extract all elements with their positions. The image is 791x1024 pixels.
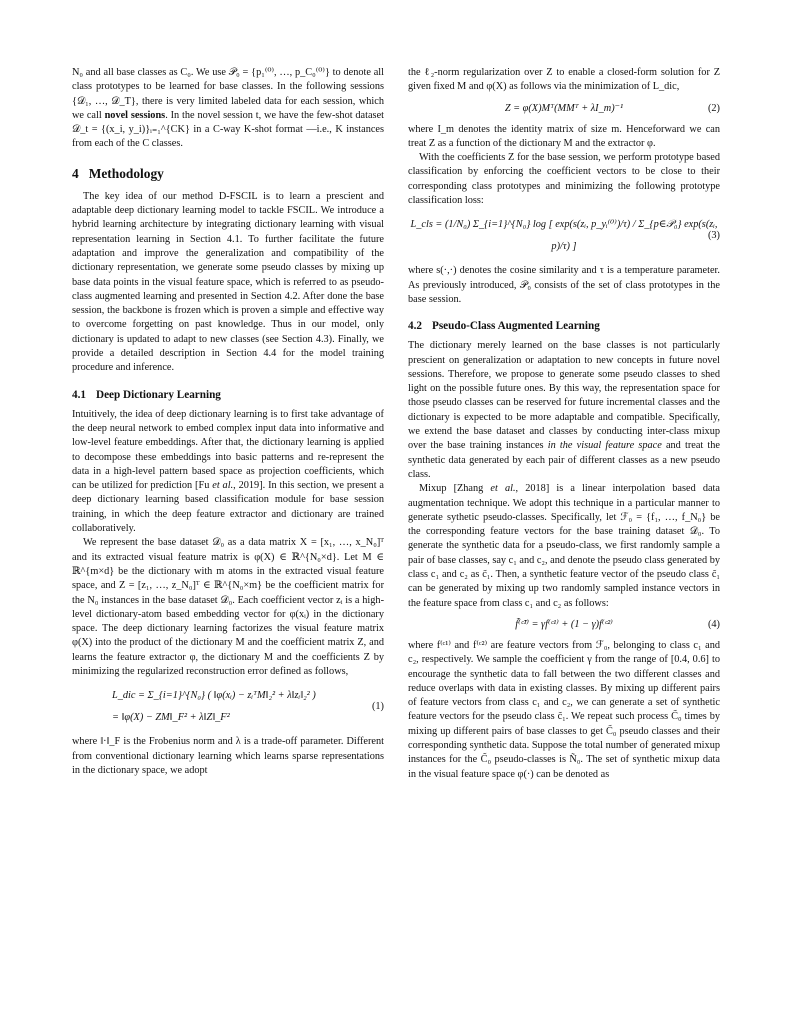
mixup-paragraph: Mixup [Zhang et al., 2018] is a linear interpolation based data augmentation technique. We adopt this technique in a particular manner to generate sythetic pseudo-classes. Specifically, let ℱ₀ = {f₁, …, f_N₀} be the corresponding feature vectors for the base training dataset 𝒟₀. To generate the synthetic data for a pseudo-class, we first randomly sample a pair of base classes, say c₁ and c₂, and denote the pseudo class generated by class c₁ and c₂ as c̃₁. Then, a synthetic feature vector of the pseudo class c̃₁ can be generated by mixing up two randomly sampled instance vectors in the feature space from class c₁ and c₂ as follows: [408,483,720,609]
closed-form-paragraph: the ℓ₂-norm regularization over Z to enable a closed-form solution for Z given fixed M and φ(X) as follows via the minimization of L_dic, [408,67,720,93]
section-4-heading: 4 Methodology [72,165,164,181]
left-column [72,66,384,778]
equation-1-line-1: L_dic = Σ_{i=1}^{N₀} ( ‖φ(xᵢ) − zᵢᵀM‖₂² + λ‖zᵢ‖₂² ) [112,690,316,702]
pseudo-class-paragraph: The dictionary merely learned on the base classes is not particularly prescient on generalization or adaptation to new concepts in future novel sessions. Therefore, we propose to generate some pseudo classes to shed light on the possible future ones. By this way, the representation space for those pseudo classes can be reserved for future incremental classes and the dictionary is expected to be more adaptable and compatible. Specifically, we extend the base dataset and classes by conducting inter-class mixup over the base training instances in the visual feature space and treat the synthetic data generated by each pair of different classes as a new pseudo class. [408,340,720,480]
cosine-similarity-paragraph: where s(·,·) denotes the cosine similarity and τ is a temperature parameter. As previously introduced, 𝒫₀ consists of the set of class prototypes in the base session. [408,265,720,305]
equation-3-number: (3) [707,230,720,242]
prototype-paragraph: With the coefficients Z for the base session, we perform prototype based classification by enforcing the coefficient vectors to be close to their corresponding class prototypes and minimizing the following prototype classification loss: [408,152,720,207]
equation-1-line-2: = ‖φ(X) − ZM‖_F² + λ‖Z‖_F² [112,712,230,724]
methodology-paragraph: The key idea of our method D-FSCIL is to learn a prescient and adaptable deep dictionary learning model to tackle FSCIL. We introduce a hybrid learning architecture by integrating dictionary learning with visual representation learning in Section 4.1. To further facilitate the future adaptation and improve the generalization and compatibility of the dictionary representation, we generate some pseudo classes by mixing up base data points in the visual feature space, which is referred to as pseudo-class augmented learning and presented in Section 4.2. After done the base session, the backbone is frozen which is proven a simple and effective way to overcome forgetting on past knowledge. Thus in our model, only dictionary is updated to adapt to new classes (see Section 4.3). Finally, we provide a detailed description in Section 4.4 for the model training procedure and inference. [72,190,384,374]
equation-2: Z = φ(X)Mᵀ(MMᵀ + λI_m)⁻¹ (2) [408,101,720,117]
identity-matrix-paragraph: where I_m denotes the identity matrix of size m. Henceforward we can treat Z as a function of the dictionary M and the extractor φ. [408,123,720,149]
right-column [408,66,720,782]
novel-sessions-term: novel sessions [104,109,166,121]
deep-dictionary-paragraph: Intuitively, the idea of deep dictionary learning is to first take advantage of the deep neural network to embed complex input data into informative and low-level feature embeddings. After that, the dictionary learning is applied to decompose these embeddings into basic patterns and re-represent the data in a high-level pattern based space as projection coefficients, which can be utilized for prediction [Fu et al., 2019]. In this section, we present a deep dictionary learning based classification module for base session training, in which the deep feature extractor and dictionary are trained collaboratively. [72,408,385,535]
equation-1-number: (1) [371,701,384,713]
synthetic-data-paragraph: where f⁽ᶜ¹⁾ and f⁽ᶜ²⁾ are feature vectors from ℱ₀, belonging to class c₁ and c₂, respectively. We sample the coefficient γ from the range of [0.4, 0.6] to encourage the synthetic data to fall between the two different classes and reduce overlaps with data in existing classes. By mixing up different pairs of feature vectors from class c₁ and c₂, we can generate a set of synthetic feature vectors for the pseudo class c̃₁. We repeat such process C̃₀ times by mixing up different pairs of base classes to get C̃₀ pseudo classes and their corresponding synthetic data. Suppose the total number of generated mixup instances for the C̃₀ pseudo-classes is Ñ₀. The set of synthetic mixup data in the visual feature space φ(·) can be denoted as [408,639,720,780]
frobenius-paragraph: where ‖·‖_F is the Frobenius norm and λ is a trade-off parameter. Different from conventional dictionary learning which learns sparse representations in the dictionary space, we adopt [72,736,384,776]
equation-1 [72,685,384,729]
equation-2-number: (2) [707,102,720,114]
equation-3: L_cls = (1/N₀) Σ_{i=1}^{N₀} log [ exp(s(zᵢ, p_yᵢ⁽⁰⁾)/τ) / Σ_{p∈𝒫₀} exp(s(zᵢ, p)/τ) ] (3) [410,219,720,253]
section-4-1-heading: 4.1 Deep Dictionary Learning [72,388,221,401]
equation-4-number: (4) [707,618,720,630]
representation-paragraph: We represent the base dataset 𝒟₀ as a data matrix X = [x₁, …, x_N₀]ᵀ and its extracted visual feature matrix is φ(X) ∈ ℝ^{N₀×d}. Let M ∈ ℝ^{m×d} be the dictionary with m atoms in the extracted visual feature space, and Z = [z₁, …, z_N₀]ᵀ ∈ ℝ^{N₀×m} be the coefficient matrix for the N₀ instances in the base dataset 𝒟₀. Each coefficient vector zᵢ is a high-level dictionary-atom based embedding vector for φ(xᵢ) in the dictionary space. The deep dictionary learning factorizes the visual feature matrix φ(X) into the product of the dictionary M and the coefficient matrix Z, and learns the feature extractor φ, the dictionary M and the coefficients Z by minimizing the regularized reconstruction error defined as follows, [72,537,384,677]
equation-4: f̃⁽ᶜ̃¹⁾ = γf⁽ᶜ¹⁾ + (1 − γ)f⁽ᶜ²⁾ (4) [408,617,720,633]
section-4-2-heading: 4.2 Pseudo-Class Augmented Learning [408,320,600,333]
intro-paragraph: N₀ and all base classes as C₀. We use 𝒫₀ = {p₁⁽⁰⁾, …, p_C₀⁽⁰⁾} to denote all class prototypes to be learned for base classes. In the following sessions {𝒟₁, …, 𝒟_T}, there is very limited labeled data for each session, which we call novel sessions. In the novel session t, we have the few-shot dataset 𝒟_t = {(x_i, y_i)}ᵢ₌₁^{CK} in a C-way K-shot format —i.e., K instances from each of the C classes. [72,67,384,150]
